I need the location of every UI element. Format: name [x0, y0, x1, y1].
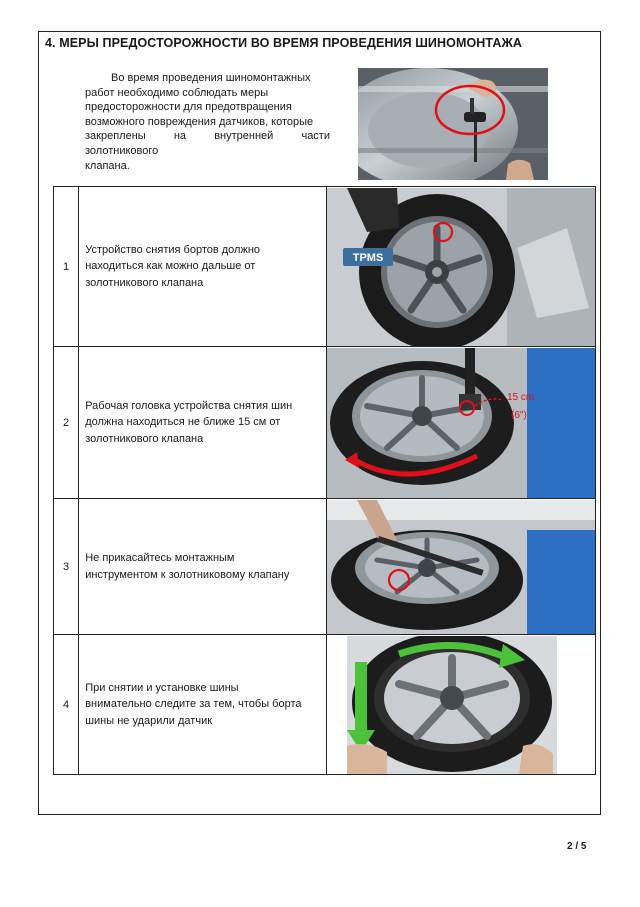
step-number: 1 [54, 187, 79, 347]
step-text [79, 347, 327, 499]
step-text-line: находиться как можно дальше от [85, 260, 256, 273]
intro-line: Во время проведения шиномонтажных [111, 72, 311, 84]
step-photo-cell [326, 187, 595, 347]
tire-removal-photo [327, 636, 595, 774]
tpms-label: TPMS [352, 251, 384, 264]
intro-line: предосторожности для предотвращения [85, 101, 292, 114]
valve-sensor-photo [358, 68, 548, 180]
table-row [54, 635, 596, 775]
step-text [79, 635, 327, 775]
step-text [79, 187, 327, 347]
step-number: 4 [54, 635, 79, 775]
step-text-line: золотникового клапана [85, 276, 204, 289]
step-text-line: Не прикасайтесь монтажным [85, 552, 235, 564]
page-number: 2 / 5 [567, 841, 587, 852]
step-text-line: При снятии и установке шины [85, 681, 239, 694]
step-photo-cell [326, 635, 595, 775]
intro-line: возможного повреждения датчиков, которые [85, 115, 314, 128]
intro-line: клапана. [85, 159, 130, 172]
intro-line: закреплены на внутренней части золотникового [85, 130, 330, 157]
step-text-line: инструментом к золотниковому клапану [85, 568, 290, 581]
table-row [54, 347, 596, 499]
intro-paragraph [85, 71, 330, 173]
table-row [54, 187, 596, 347]
intro-line: работ необходимо соблюдать меры [85, 86, 269, 99]
bead-breaker-photo [327, 188, 595, 346]
table-row [54, 499, 596, 635]
distance-label: 15 cm [506, 391, 535, 403]
step-number: 2 [54, 347, 79, 499]
step-text-line: внимательно следите за тем, чтобы борта [85, 698, 302, 711]
tire-lever-photo [327, 500, 595, 634]
step-text-line: золотникового клапана [85, 432, 204, 445]
step-text-line: шины не ударили датчик [85, 714, 213, 727]
steps-table [53, 186, 596, 775]
distance-inch-label: (6") [510, 409, 527, 421]
step-number: 3 [54, 499, 79, 635]
step-photo-cell [326, 499, 595, 635]
step-text [79, 499, 327, 635]
step-text-line: должна находиться не ближе 15 см от [85, 416, 281, 429]
step-text-line: Рабочая головка устройства снятия шин [85, 399, 293, 412]
mounting-head-photo [327, 348, 595, 498]
section-title: 4. МЕРЫ ПРЕДОСТОРОЖНОСТИ ВО ВРЕМЯ ПРОВЕДЕНИЯ ШИНОМОНТАЖА [45, 36, 523, 50]
step-photo-cell [326, 347, 595, 499]
step-text-line: Устройство снятия бортов должно [85, 243, 261, 256]
